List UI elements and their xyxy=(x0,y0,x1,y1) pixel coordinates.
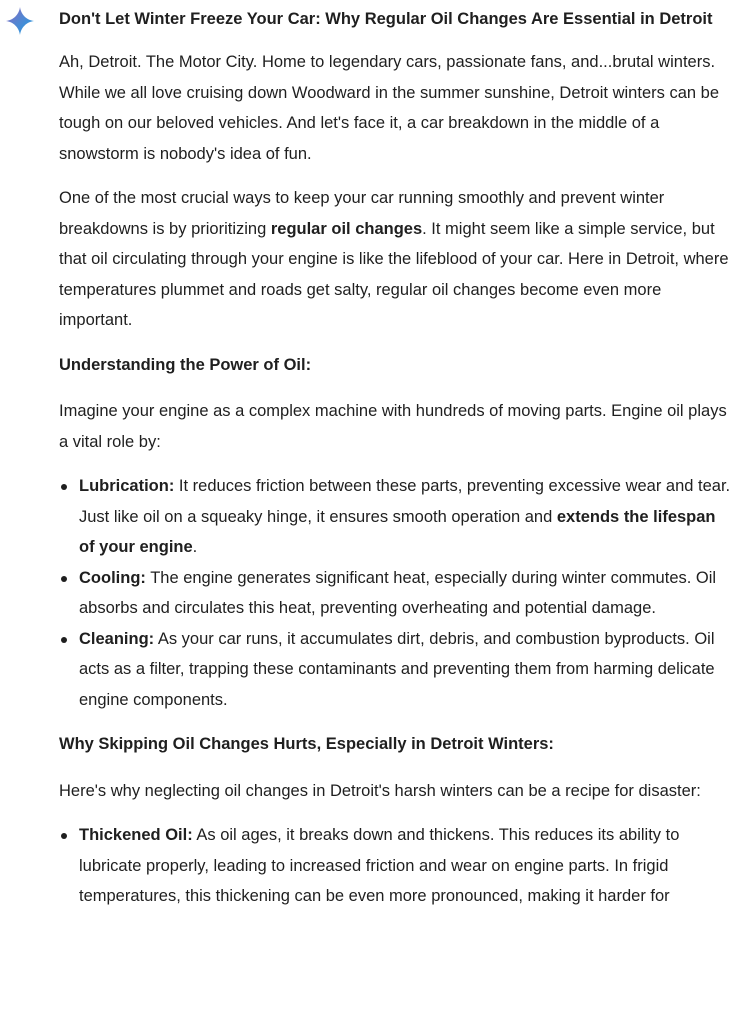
response-content xyxy=(59,6,735,926)
gemini-sparkle-icon xyxy=(4,5,36,37)
response-title: Don't Let Winter Freeze Your Car: Why Regular Oil Changes Are Essential in Detroit xyxy=(59,10,713,28)
list-item-term: Thickened Oil: xyxy=(79,826,193,844)
list-item xyxy=(59,471,735,563)
section-heading: Understanding the Power of Oil: xyxy=(59,355,312,374)
list-item-text: As oil ages, it breaks down and thickens. This reduces its ability to lubricate properly, leading to increased friction and wear on engine parts. In frigid temperatures, this thickening can be even more pronounced, making it harder for xyxy=(79,826,680,905)
list-item-text: It reduces friction between these parts, preventing excessive wear and tear. Just like oil on a squeaky hinge, it ensures smooth operation and xyxy=(79,477,731,526)
bullet-icon xyxy=(61,484,67,490)
winter-risks-list xyxy=(59,820,735,912)
section-intro: Imagine your engine as a complex machine with hundreds of moving parts. Engine oil plays a vital role by: xyxy=(59,402,727,451)
list-item-text: As your car runs, it accumulates dirt, debris, and combustion byproducts. Oil acts as a filter, trapping these contaminants and preventing them from harming delicate engine components. xyxy=(79,629,715,709)
list-item-term: Lubrication: xyxy=(79,477,175,495)
list-item-text: The engine generates significant heat, especially during winter commutes. Oil absorbs and circulates this heat, preventing overheating and potential damage. xyxy=(79,568,717,617)
oil-changes-paragraph xyxy=(59,183,735,336)
bullet-icon xyxy=(61,637,67,643)
bold-phrase: regular oil changes xyxy=(270,219,423,238)
section-heading: Why Skipping Oil Changes Hurts, Especially in Detroit Winters: xyxy=(59,735,554,753)
oil-roles-list xyxy=(59,471,735,715)
list-item-term: Cooling: xyxy=(79,568,146,587)
paragraph-text: One of the most crucial ways to keep your car running smoothly and prevent winter breakdowns is by prioritizing xyxy=(59,189,665,238)
paragraph-text: . It might seem like a simple service, but that oil circulating through your engine is like the lifeblood of your car. Here in Detroit, where temperatures plummet and roads get salty, regular oil changes become even more important. xyxy=(59,219,729,329)
list-item-text: . xyxy=(192,538,198,556)
bullet-icon xyxy=(61,576,67,582)
bullet-icon xyxy=(61,833,67,839)
list-item xyxy=(59,820,735,912)
section-intro: Here's why neglecting oil changes in Detroit's harsh winters can be a recipe for disaster: xyxy=(59,781,701,800)
list-item xyxy=(59,563,735,624)
list-item xyxy=(59,624,735,716)
bold-phrase: extends the lifespan of your engine xyxy=(79,507,716,556)
list-item-term: Cleaning: xyxy=(79,629,155,648)
intro-paragraph: Ah, Detroit. The Motor City. Home to legendary cars, passionate fans, and...brutal winters. While we all love cruising down Woodward in the summer sunshine, Detroit winters can be tough on our beloved vehicles. And let's face it, a car breakdown in the middle of a snowstorm is nobody's idea of fun. xyxy=(59,53,719,163)
